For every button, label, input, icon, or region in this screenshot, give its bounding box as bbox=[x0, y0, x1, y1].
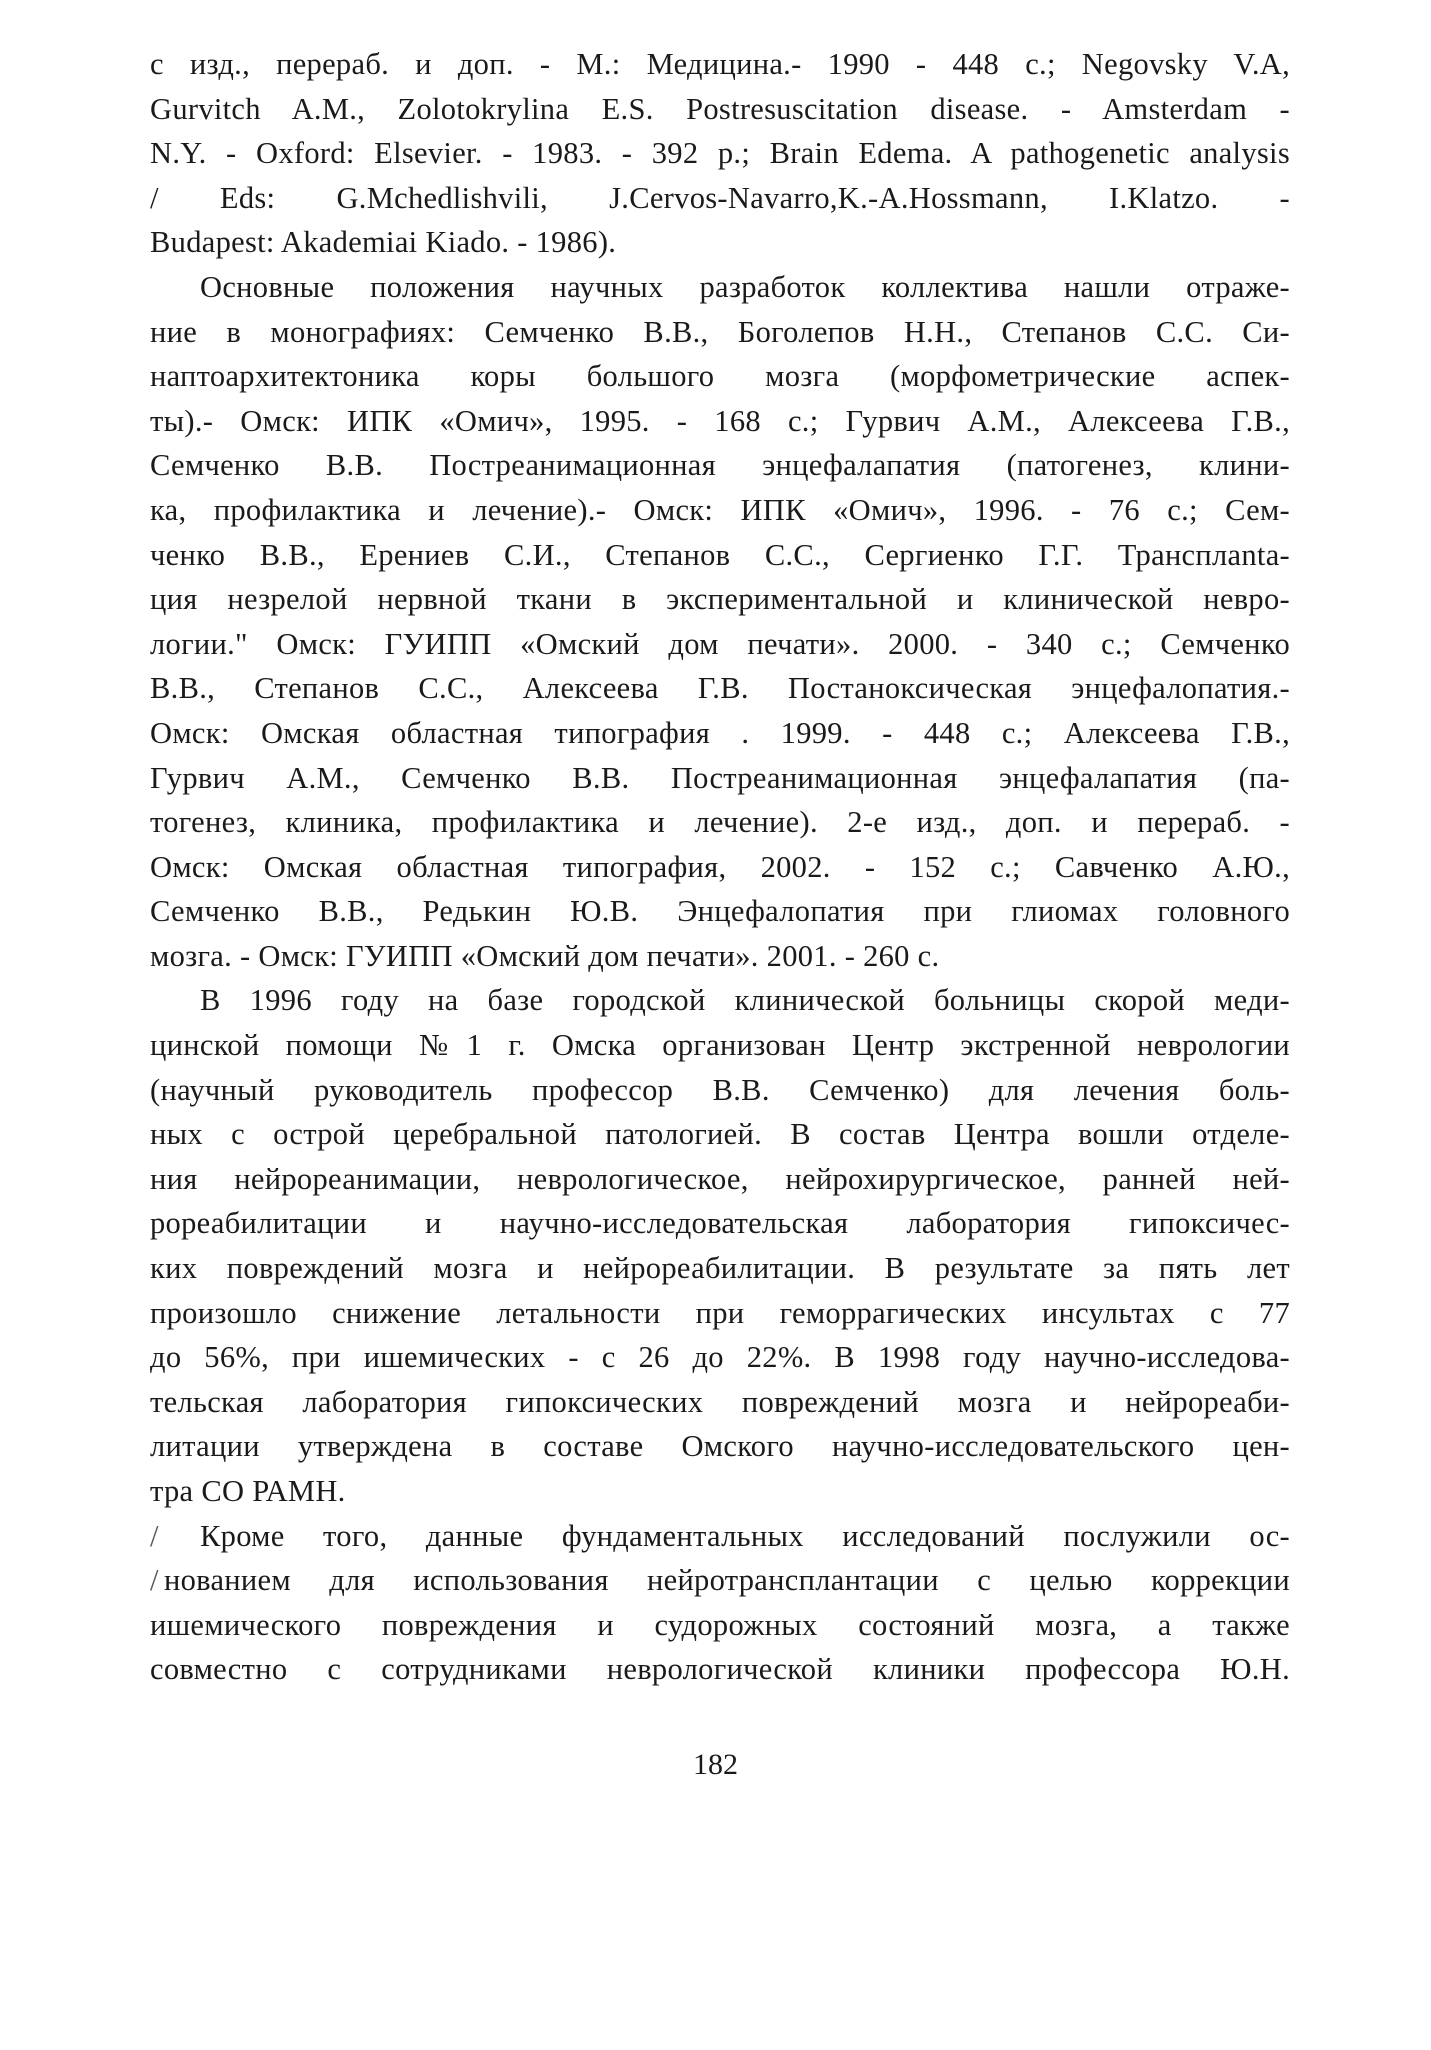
text-line: произошло снижение летальности при геморрагических инсультах с 77 bbox=[150, 1295, 1290, 1330]
text-line: тра СО РАМН. bbox=[150, 1474, 346, 1508]
text-line: с изд., перераб. и доп. - М.: Медицина.- 1990 - 448 с.; Negovsky V.A, bbox=[150, 47, 1290, 81]
text-line bbox=[150, 1514, 1290, 1559]
text-line: Budapest: Akademiai Kiado. - 1986). bbox=[150, 225, 617, 260]
paragraph-monographs bbox=[150, 265, 1290, 979]
text-line: литации утверждена в составе Омского научно-исследовательского цен- bbox=[150, 1429, 1290, 1464]
text-line: ние в монографиях: Семченко В.В., Боголепов Н.Н., Степанов С.С. Си- bbox=[150, 314, 1290, 349]
text-line: Гурвич А.М., Семченко В.В. Постреанимационная энцефалапатия (па- bbox=[150, 760, 1290, 795]
text-line-content: Кроме того, данные фундаментальных исследований послужили ос- bbox=[200, 1518, 1290, 1553]
text-line: ченко В.В., Ерениев С.И., Степанов С.С., Сергиенко Г.Г. Трансплanta- bbox=[150, 537, 1290, 572]
text-line-content: нованием для использования нейротрансплантации с целью коррекции bbox=[164, 1563, 1290, 1598]
text-line: N.Y. - Oxford: Elsevier. - 1983. - 392 p.; Brain Edema. A pathogenetic analysis bbox=[150, 136, 1290, 171]
margin-mark: / bbox=[150, 1563, 159, 1598]
text-line: Семченко В.В., Редькин Ю.В. Энцефалопатия при глиомах головного bbox=[150, 894, 1290, 929]
text-line: Семченко В.В. Постреанимационная энцефалапатия (патогенез, клини- bbox=[150, 448, 1290, 483]
text-line: логии." Омск: ГУИПП «Омский дом печати». 2000. - 340 с.; Семченко bbox=[150, 626, 1290, 661]
text-line: ния нейрореанимации, неврологическое, нейрохирургическое, ранней ней- bbox=[150, 1161, 1290, 1196]
text-line: / Eds: G.Mchedlishvili, J.Cervos-Navarro,K.-A.Hossmann, I.Klatzo. - bbox=[150, 180, 1290, 215]
text-line: ка, профилактика и лечение).- Омск: ИПК «Омич», 1996. - 76 с.; Сем- bbox=[150, 492, 1290, 527]
margin-mark: / bbox=[150, 1518, 159, 1553]
text-line: Омск: Омская областная типография . 1999. - 448 с.; Алексеева Г.В., bbox=[150, 715, 1290, 750]
text-line: ишемического повреждения и судорожных состояний мозга, а также bbox=[150, 1607, 1290, 1642]
text-line: Gurvitch A.M., Zolotokrylina E.S. Postresuscitation disease. - Amsterdam - bbox=[150, 91, 1290, 126]
paragraph-references bbox=[150, 42, 1290, 265]
text-line: тогенез, клиника, профилактика и лечение). 2-е изд., доп. и перераб. - bbox=[150, 805, 1290, 840]
page-body bbox=[150, 42, 1290, 1692]
text-line: наптоархитектоника коры большого мозга (морфометрические аспек- bbox=[150, 359, 1290, 394]
text-line: ция незрелой нервной ткани в экспериментальной и клинической невро- bbox=[150, 582, 1290, 617]
text-line: ных с острой церебральной патологией. В состав Центра вошли отделе- bbox=[150, 1117, 1290, 1152]
text-line: мозга. - Омск: ГУИПП «Омский дом печати». 2001. - 260 с. bbox=[150, 938, 940, 973]
page-number: 182 bbox=[693, 1748, 738, 1781]
text-line: совместно с сотрудниками неврологической клиники профессора Ю.Н. bbox=[150, 1652, 1290, 1687]
text-line bbox=[150, 1558, 1290, 1603]
text-line: В 1996 году на базе городской клинической больницы скорой меди- bbox=[200, 983, 1290, 1018]
text-line: рореабилитации и научно-исследовательская лаборатория гипоксичес- bbox=[150, 1206, 1290, 1241]
text-line: ты).- Омск: ИПК «Омич», 1995. - 168 с.; Гурвич А.М., Алексеева Г.В., bbox=[150, 403, 1290, 438]
text-line: Омск: Омская областная типография, 2002. - 152 с.; Савченко А.Ю., bbox=[150, 849, 1290, 884]
text-line: до 56%, при ишемических - с 26 до 22%. В 1998 году научно-исследова- bbox=[150, 1340, 1290, 1375]
paragraph-transplant bbox=[150, 1514, 1290, 1692]
paragraph-center bbox=[150, 978, 1290, 1513]
text-line: цинской помощи №1 г. Омска организован Центр экстренной неврологии bbox=[150, 1028, 1290, 1063]
text-line: (научный руководитель профессор В.В. Семченко) для лечения боль- bbox=[150, 1072, 1290, 1107]
text-line: ких повреждений мозга и нейрореабилитации. В результате за пять лет bbox=[150, 1251, 1290, 1286]
text-line: тельская лаборатория гипоксических повреждений мозга и нейрореаби- bbox=[150, 1384, 1290, 1419]
text-line: В.В., Степанов С.С., Алексеева Г.В. Постаноксическая энцефалопатия.- bbox=[150, 671, 1290, 706]
text-line: Основные положения научных разработок коллектива нашли отраже- bbox=[200, 269, 1290, 304]
